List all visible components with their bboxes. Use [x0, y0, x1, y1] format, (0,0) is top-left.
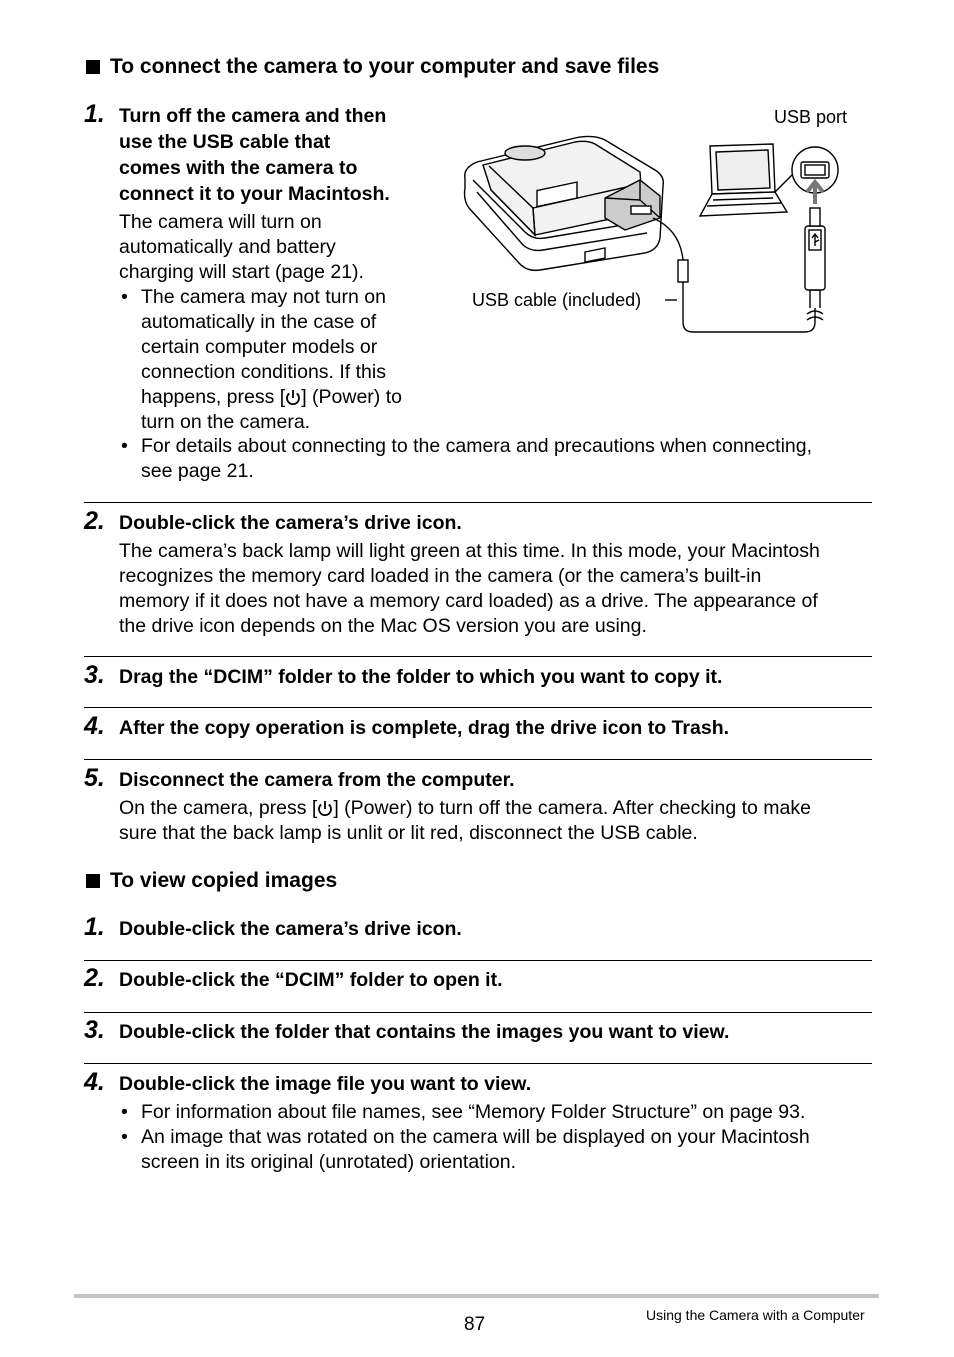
step-number: 3.: [84, 1016, 105, 1044]
square-bullet-icon: [86, 60, 100, 74]
bullet-item: • An image that was rotated on the camera will be displayed on your Macintosh screen in its original (unrotated) orientation.: [121, 1126, 810, 1173]
step-number: 5.: [84, 764, 105, 792]
step-number: 4.: [84, 1068, 105, 1096]
step-title: Double-click the “DCIM” folder to open it.: [119, 969, 503, 991]
section-heading-connect: [86, 55, 659, 79]
step-number: 1.: [84, 100, 105, 128]
step-number: 2.: [84, 964, 105, 992]
power-icon: [317, 798, 333, 818]
divider: [84, 502, 872, 503]
step-title: Double-click the folder that contains the images you want to view.: [119, 1021, 730, 1043]
page-number: 87: [464, 1314, 486, 1335]
step-title: Double-click the camera’s drive icon.: [119, 918, 462, 940]
divider: [84, 960, 872, 961]
section-title: To connect the camera to your computer and save files: [110, 55, 660, 78]
section-title: To view copied images: [110, 869, 338, 892]
footer-rule: [74, 1294, 879, 1298]
usb-connection-illustration: [455, 100, 875, 350]
power-icon: [285, 387, 301, 407]
bullet-item: • For information about file names, see “Memory Folder Structure” on page 93.: [121, 1101, 806, 1123]
square-bullet-icon: [86, 874, 100, 888]
step-title: After the copy operation is complete, drag the drive icon to Trash.: [119, 717, 730, 739]
step-number: 1.: [84, 913, 105, 941]
step-title: Double-click the image file you want to view.: [119, 1073, 532, 1095]
step-body: On the camera, press [ ] (Power) to turn off the camera. After checking to make sure that the back lamp is unlit or lit red, disconnect the USB cable.: [119, 797, 811, 844]
divider: [84, 656, 872, 657]
step-title: Drag the “DCIM” folder to the folder to which you want to copy it.: [119, 666, 723, 688]
step-title: Double-click the camera’s drive icon.: [119, 512, 462, 534]
chapter-title: Using the Camera with a Computer: [646, 1307, 865, 1323]
usb-cable-label: USB cable (included): [472, 290, 642, 310]
usb-port-label: USB port: [774, 107, 848, 127]
camera-laptop-diagram: [455, 100, 875, 350]
bullet-item: • For details about connecting to the camera and precautions when connecting, see page 21.: [121, 435, 813, 482]
bullet-item: • The camera may not turn on automatically in the case of certain computer models or connection conditions. If this happens, press [ ] (Power) to turn on the camera.: [121, 286, 402, 433]
divider: [84, 1012, 872, 1013]
step-number: 2.: [84, 507, 105, 535]
step-number: 3.: [84, 661, 105, 689]
divider: [84, 1063, 872, 1064]
divider: [84, 707, 872, 708]
step-title: Disconnect the camera from the computer.: [119, 769, 515, 791]
divider: [84, 759, 872, 760]
step-number: 4.: [84, 712, 105, 740]
step-title: Turn off the camera and then use the USB cable that comes with the camera to connect it to your Macintosh.: [119, 105, 390, 205]
section-heading-view: [86, 869, 337, 893]
step-body: The camera will turn on automatically and battery charging will start (page 21).: [119, 211, 364, 283]
step-body: The camera’s back lamp will light green at this time. In this mode, your Macintosh recognizes the memory card loaded in the camera (or the camera’s built-in memory if it does not have a memory card loaded) as a drive. The appearance of the drive icon depends on the Mac OS version you are using.: [119, 540, 820, 637]
